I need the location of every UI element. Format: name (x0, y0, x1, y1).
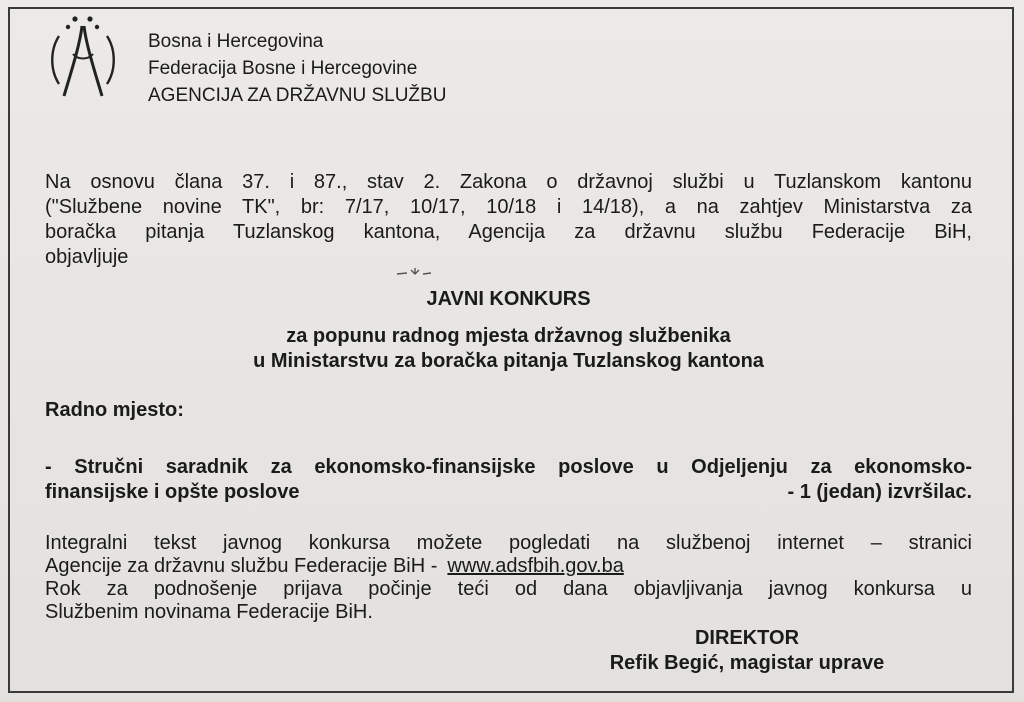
notice-line-with-link (45, 555, 972, 578)
notice-line: Rok za podnošenje prijava počinje teći od dana objavljivanja javnog konkursa u (45, 578, 972, 600)
notice-paragraph (45, 532, 972, 624)
position-line: finansijske i opšte poslove (45, 481, 300, 503)
signature-name: Refik Begić, magistar uprave (609, 652, 885, 674)
notice-line: Agencije za državnu službu Federacije BiH - (45, 555, 438, 577)
intro-line: ("Službene novine TK", br: 7/17, 10/17, 10/18 i 14/18), a na zahtjev Ministarstva za (45, 196, 972, 218)
notice-line: Službenim novinama Federacije BiH. (45, 601, 373, 623)
ink-mark-icon (395, 262, 435, 278)
position-row (45, 480, 972, 505)
notice-line: Integralni tekst javnog konkursa možete pogledati na službenoj internet – stranici (45, 532, 972, 554)
header-federation: Federacija Bosne i Hercegovine (148, 58, 418, 79)
intro-paragraph (45, 170, 972, 270)
agency-header (148, 28, 446, 109)
document-title: JAVNI KONKURS (426, 288, 591, 310)
website-link[interactable]: www.adsfbih.gov.ba (447, 555, 624, 577)
signature-role: DIREKTOR (694, 627, 800, 649)
agency-logo-icon (42, 14, 126, 106)
intro-line: Na osnovu člana 37. i 87., stav 2. Zakona o državnoj službi u Tuzlanskom kantonu (45, 171, 972, 193)
intro-line: objavljuje (45, 246, 129, 268)
position-count: - 1 (jedan) izvršilac. (787, 481, 972, 503)
document-subtitle: za popunu radnog mjesta državnog službenika (286, 325, 731, 347)
header-country: Bosna i Hercegovina (148, 31, 324, 52)
header-agency: AGENCIJA ZA DRŽAVNU SLUŽBU (148, 85, 447, 106)
position-line: - Stručni saradnik za ekonomsko-finansijske poslove u Odjeljenju za ekonomsko- (45, 456, 972, 478)
intro-line: boračka pitanja Tuzlanskog kantona, Agencija za državnu službu Federacije BiH, (45, 221, 972, 243)
position-label: Radno mjesto: (45, 399, 184, 421)
position-description (45, 455, 972, 505)
document-subtitle: u Ministarstvu za boračka pitanja Tuzlanskog kantona (253, 350, 764, 372)
